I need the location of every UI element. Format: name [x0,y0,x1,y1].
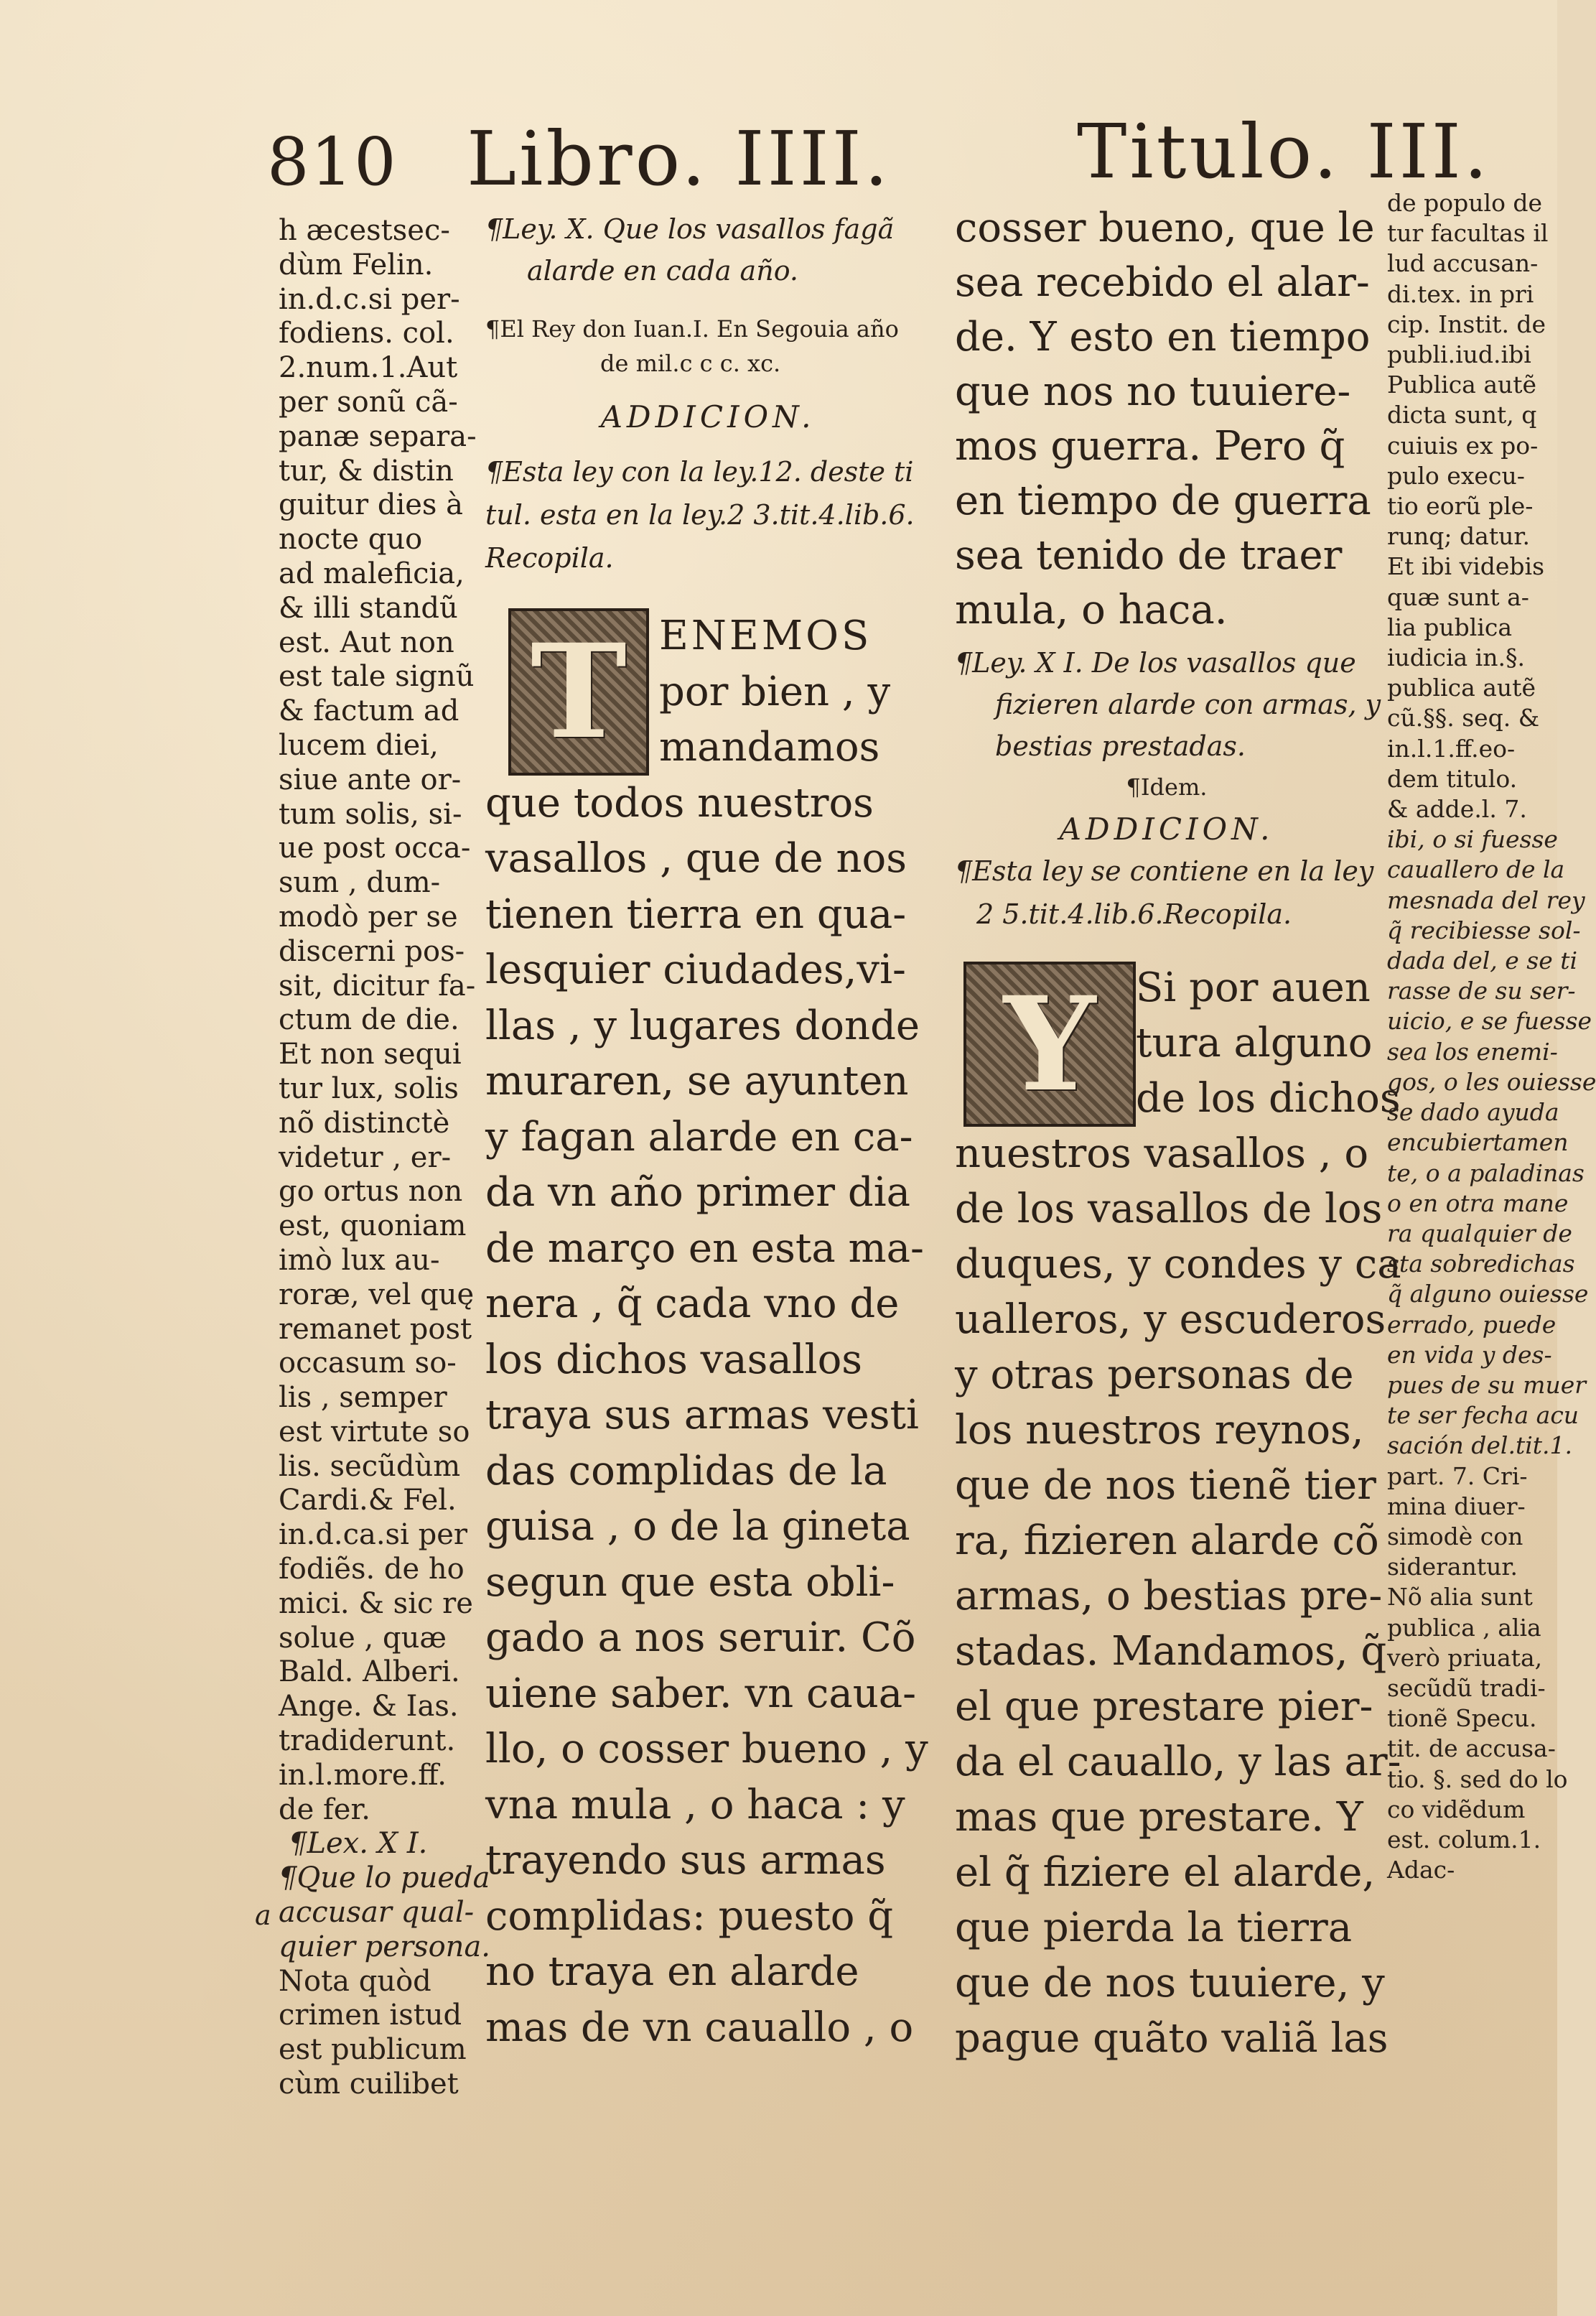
text-line: gado a nos seruir. Cõ [485,1614,916,1661]
gloss-line: Ange. & Ias. [279,1690,459,1724]
gloss-line: fodiens. col. [279,317,454,350]
text-line: vasallos , que de nos [485,835,907,882]
text-line: armas, o bestias pre- [955,1573,1383,1619]
gloss-line: imò lux au- [279,1243,440,1277]
gloss-line: tionẽ Specu. [1387,1704,1537,1733]
gloss-line: tum solis, si- [279,797,462,831]
text-line: mandamos [659,724,880,771]
text-line: sea tenido de traer [955,532,1343,579]
text-line: ra, fizieren alarde cõ [955,1517,1379,1564]
law-x-rubric [485,208,930,292]
gloss-line: siue ante or- [279,763,462,796]
gloss-line: sum , dum- [279,866,441,900]
gloss-line: discerni pos- [279,934,465,968]
gloss-line: sación del.tit.1. [1387,1431,1573,1460]
initial-letter: Y [1003,968,1096,1120]
gloss-line: lud accusan- [1387,249,1539,278]
law-x-body [485,608,930,2055]
gloss-line: Et non sequi [279,1038,462,1071]
text-line: mas de vn cauallo , o [485,2004,914,2051]
text-line: uiene saber. vn caua- [485,1670,917,1717]
gloss-line: & factum ad [279,694,459,728]
text-line: nera , q̃ cada vno de [485,1280,900,1327]
gloss-line: cuiuis ex po- [1387,431,1539,460]
gloss-line: ibi, o si fuesse [1387,825,1558,854]
text-line: tienen tierra en qua- [485,890,907,938]
text-line: los nuestros reynos, [955,1407,1364,1454]
note-line: ¶Esta ley con la ley.12. deste ti [485,456,914,488]
text-line: mas que prestare. Y [955,1794,1363,1841]
addicion-heading: ADDICION. [600,399,816,434]
law-x-source [485,312,930,381]
gloss-line: te, o a paladinas [1387,1158,1585,1187]
gloss-line: quæ sunt a- [1387,582,1529,611]
gloss-line: ra qualquier de [1387,1219,1572,1247]
text-line: cosser bueno, que le [955,205,1375,251]
note-line: 2 5.tit.4.lib.6.Recopila. [976,898,1292,930]
gloss-line: ad maleficia, [279,557,465,590]
gloss-line: est. colum.1. [1387,1825,1541,1854]
gloss-line: tit. de accusa- [1387,1734,1556,1763]
gloss-line: lia publica [1387,613,1513,641]
gloss-line: Publica autẽ [1387,371,1537,399]
rubric-line: ¶Ley. X I. De los vasallos que [955,647,1356,679]
gloss-line: remanet post [279,1312,472,1346]
text-line: que pierda la tierra [955,1905,1353,1951]
text-line: guisa , o de la gineta [485,1503,910,1550]
gloss-line: q̃ alguno ouiesse [1387,1280,1589,1308]
gloss-note-marker: a [255,1899,271,1931]
initial-letter: T [531,616,627,768]
text-line: el que prestare pier- [955,1683,1373,1730]
gloss-line: accusar qual- [279,1896,475,1930]
gloss-line: secũdũ tradi- [1387,1673,1546,1702]
gloss-line: rasse de su ser- [1387,977,1576,1005]
gloss-line: se dado ayuda [1387,1098,1559,1127]
text-line: mula, o haca. [955,587,1228,633]
gloss-line: est publicum [279,2033,467,2067]
gloss-line: roræ, vel quę [279,1278,475,1311]
gloss-line: tur facultas il [1387,219,1549,248]
text-line: de. Y esto en tiempo [955,314,1371,361]
gloss-line: o en otra mane [1387,1189,1569,1217]
rubric-line: ¶Ley. X. Que los vasallos fagã [485,213,895,245]
text-line: no traya en alarde [485,1948,859,1995]
source-line: ¶El Rey don Iuan.I. En Segouia año [485,315,899,343]
gloss-line: pulo execu- [1387,461,1525,490]
note-line: ¶Esta ley se contiene en la ley [955,855,1374,887]
text-line: tura alguno [1136,1020,1373,1066]
gloss-line: ctum de die. [279,1003,459,1037]
rubric-line: alarde en cada año. [527,255,798,287]
main-column-left [485,208,930,2055]
text-line: el q̃ fiziere el alarde, [955,1849,1376,1896]
gloss-line: Adac- [1387,1856,1455,1884]
gloss-line: verò priuata, [1387,1643,1543,1672]
text-line: Si por auen [1136,964,1371,1011]
gloss-line: h æcestsec- [279,214,450,247]
gloss-line: de populo de [1387,189,1543,217]
gloss-line: go ortus non [279,1175,463,1209]
text-line: los dichos vasallos [485,1336,863,1383]
gloss-line: tio eorũ ple- [1387,492,1534,521]
gloss-line: cip. Instit. de [1387,310,1546,338]
text-line: lesquier ciudades,vi- [485,947,906,993]
gloss-line: ¶Lex. X I. [289,1827,428,1861]
gloss-line: tradiderunt. [279,1724,456,1758]
text-line: duques, y condes y ca [955,1241,1401,1288]
text-line: de los vasallos de los [955,1186,1383,1232]
text-line: das complidas de la [485,1447,887,1494]
gloss-line: ¶Que lo pueda [279,1861,490,1895]
text-line: pague quãto valiã las [955,2015,1389,2062]
text-line: vna mula , o haca : y [485,1781,905,1828]
text-line: llo, o cosser bueno , y [485,1726,928,1772]
gloss-line: Bald. Alberi. [279,1655,460,1689]
text-line: segun que esta obli- [485,1558,895,1606]
gloss-line: est tale signũ [279,660,475,694]
text-line: de los dichos [1136,1075,1401,1122]
gloss-line: q̃ recibiesse sol- [1387,916,1581,944]
law-x-body-continued [955,201,1378,638]
gloss-line: siderantur. [1387,1553,1518,1581]
gloss-line: simodè con [1387,1522,1523,1550]
text-line: que de nos tuuiere, y [955,1960,1385,2006]
source-line: de mil.c c c. xc. [600,350,781,377]
text-line: ENEMOS [659,613,872,659]
rubric-line: bestias prestadas. [995,730,1246,762]
gloss-line: guitur dies à [279,488,463,522]
left-marginal-gloss [279,214,490,2102]
law-xi-rubric [955,642,1381,767]
text-line: muraren, se ayunten [485,1058,909,1104]
gloss-line: pues de su muer [1387,1370,1587,1399]
gloss-line: dùm Felin. [279,248,434,282]
gloss-line: mici. & sic re [279,1586,473,1620]
note-line: Recopila. [485,542,614,574]
gloss-line: Nota quòd [279,1964,431,1998]
main-column-right [955,201,1401,2066]
gloss-line: publica , alia [1387,1613,1541,1642]
text-line: stadas. Mandamos, q̃ [955,1628,1387,1675]
gloss-line: de fer. [279,1792,370,1826]
gloss-line: co vidẽdum [1387,1795,1526,1823]
text-line: y fagan alarde en ca- [485,1113,913,1161]
gloss-line: est virtute so [279,1415,470,1448]
gloss-line: part. 7. Cri- [1387,1461,1528,1490]
gloss-line: en vida y des- [1387,1340,1552,1369]
gloss-line: per sonũ cã- [279,385,458,419]
gloss-line: occasum so- [279,1347,457,1380]
law-xi-source: ¶Idem. [1126,773,1208,801]
gloss-line: mina diuer- [1387,1492,1526,1520]
gloss-line: & adde.l. 7. [1387,795,1527,824]
gloss-line: tur, & distin [279,454,454,488]
gloss-line: dicta sunt, q [1387,401,1537,429]
gloss-line: runq; datur. [1387,522,1530,551]
gloss-line: tio. §. sed do lo [1387,1764,1568,1793]
gloss-line: mesnada del rey [1387,885,1585,914]
text-line: ualleros, y escuderos [955,1296,1386,1343]
gloss-line: in.d.c.si per- [279,282,460,316]
gloss-line: Et ibi videbis [1387,552,1545,581]
gloss-line: 2.num.1.Aut [279,351,458,385]
addicion-heading: ADDICION. [1059,811,1274,847]
gloss-line: tur lux, solis [279,1071,459,1105]
gloss-line: nõ distinctè [279,1106,450,1140]
gloss-line: ue post occa- [279,832,471,865]
gloss-line: in.l.more.ff. [279,1758,447,1792]
rubric-line: fizieren alarde con armas, y [995,689,1381,720]
gloss-line: sea los enemi- [1387,1037,1558,1066]
law-x-text [485,608,930,2055]
gloss-line: cũ.§§. seq. & [1387,704,1540,733]
note-line: tul. esta en la ley.2 3.tit.4.lib.6. [485,499,915,531]
gloss-line: cauallero de la [1387,855,1565,884]
text-line: complidas: puesto q̃ [485,1892,894,1940]
text-line: en tiempo de guerra [955,478,1371,524]
running-head-titulo: Titulo. III. [1077,108,1490,195]
gloss-line: in.l.1.ff.eo- [1387,734,1516,763]
text-line: da vn año primer dia [485,1169,910,1216]
text-line: trayendo sus armas [485,1837,886,1884]
gloss-line: gos, o les ouiesse [1387,1067,1596,1096]
gloss-line: nocte quo [279,523,423,557]
gloss-line: solue , quæ [279,1621,447,1655]
gloss-line: in.d.ca.si per [279,1518,467,1552]
gloss-line: est. Aut non [279,625,454,659]
gloss-line: sit, dicitur fa- [279,969,476,1003]
text-line: sea recebido el alar- [955,259,1370,306]
addicion-note [955,850,1378,936]
gloss-line: lucem diei, [279,728,439,762]
text-line: que nos no tuuiere- [955,368,1351,415]
law-xi-text [955,960,1401,2066]
right-marginal-gloss [1387,188,1596,1885]
gloss-line: uicio, e se fuesse [1387,1007,1592,1036]
gloss-line: encubiertamen [1387,1128,1569,1157]
text-line: mos guerra. Pero q̃ [955,423,1345,470]
gloss-line: quier persona. [279,1930,490,1963]
gloss-line: modò per se [279,900,458,934]
gloss-line: Nõ alia sunt [1387,1583,1533,1612]
text-line: de março en esta ma- [485,1224,924,1272]
addicion-note [485,450,930,580]
running-head-libro: Libro. IIII. [467,115,891,203]
gloss-line: errado, puede [1387,1310,1557,1339]
decorated-initial [963,962,1136,1127]
gloss-line: Cardi.& Fel. [279,1484,457,1517]
gloss-line: panæ separa- [279,419,477,453]
text-line: que de nos tienẽ tier [955,1462,1376,1509]
gloss-line: lis , semper [279,1381,447,1415]
gloss-line: videtur , er- [279,1140,452,1174]
gloss-line: dada del, e se ti [1387,947,1578,975]
gloss-line: sta sobredichas [1387,1250,1575,1278]
decorated-initial [508,608,649,776]
gloss-line: fodiẽs. de ho [279,1553,465,1586]
text-line: da el cauallo, y las ar- [955,1739,1401,1785]
gloss-line: & illi standũ [279,591,458,625]
gloss-line: iudicia in.§. [1387,643,1525,672]
gloss-line: crimen istud [279,1999,462,2032]
gloss-line: dem titulo. [1387,764,1518,793]
text-line: llas , y lugares donde [485,1002,920,1049]
gloss-line: lis. secũdùm [279,1449,461,1483]
gloss-line: di.tex. in pri [1387,279,1534,308]
folio-number: 810 [267,124,398,200]
text-line: que todos nuestros [485,779,874,827]
text-line: por bien , y [659,668,891,715]
gloss-line: publica autẽ [1387,674,1536,702]
text-line: nuestros vasallos , o [955,1130,1369,1177]
gloss-line: te ser fecha acu [1387,1401,1579,1430]
gloss-line: est, quoniam [279,1209,467,1243]
gloss-line: cùm cuilibet [279,2068,459,2101]
gloss-line: publi.iud.ibi [1387,340,1531,369]
text-line: traya sus armas vesti [485,1392,919,1438]
text-line: y otras personas de [955,1352,1354,1398]
